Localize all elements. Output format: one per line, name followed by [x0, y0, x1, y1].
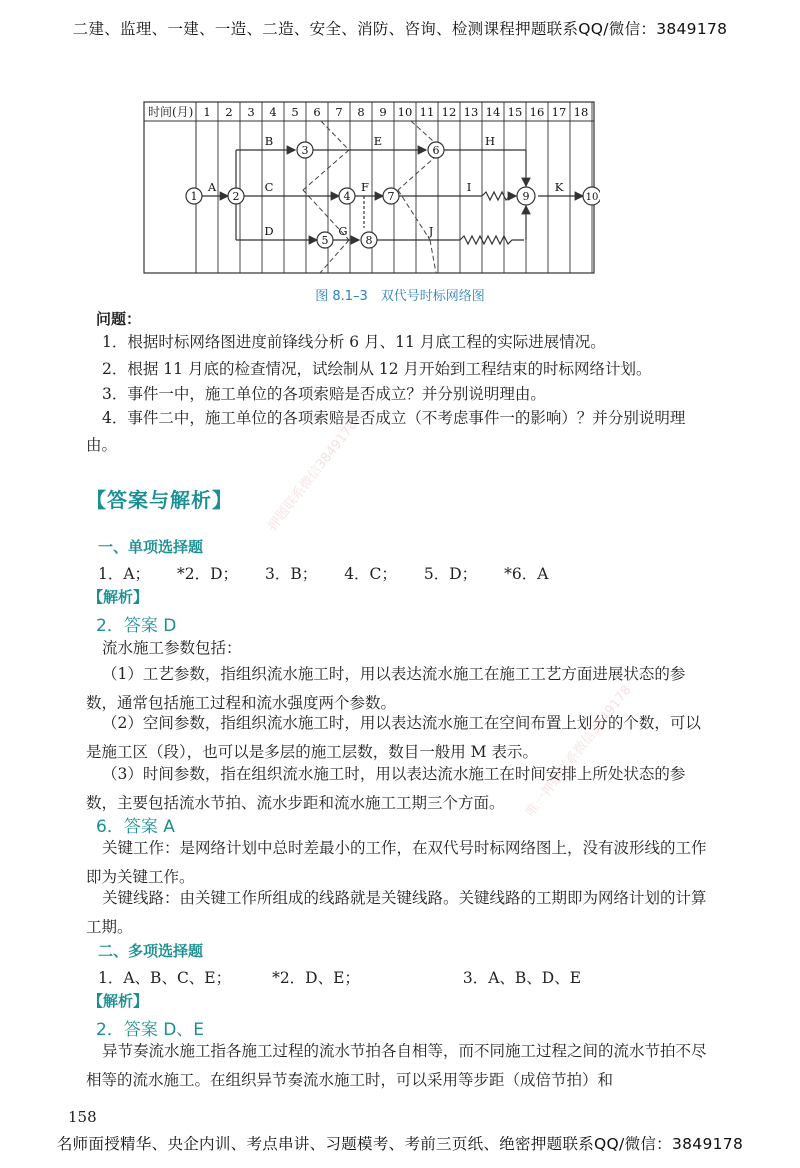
month-label: 11 — [419, 105, 435, 119]
month-label: 7 — [335, 105, 343, 119]
month-label: 17 — [551, 105, 567, 119]
node-8-label: 8 — [365, 234, 373, 247]
mc-2: *2．D、E； — [272, 969, 360, 987]
month-label: 6 — [313, 105, 321, 119]
node-1-label: 1 — [190, 190, 198, 203]
act-A: A — [207, 180, 217, 194]
act-D: D — [264, 224, 274, 238]
question-1: 1．根据时标网络图进度前锋线分析 6 月、11 月底工程的实际进展情况。 — [102, 333, 606, 351]
month-label: 14 — [485, 105, 501, 119]
sc-6: *6．A — [504, 565, 549, 583]
questions-title: 问题： — [96, 310, 142, 328]
sc-3: 3．B； — [264, 565, 318, 583]
month-label: 1 — [203, 105, 211, 119]
act-C: C — [264, 180, 274, 194]
answer-2-p3: （3）时间参数，指在组织流水施工时，用以表达流水施工在时间安排上所处状态的参数，主要包括流水节拍、流水步距和流水施工工期三个方面。 — [86, 765, 686, 812]
figure-caption: 图 8.1–3 双代号时标网络图 — [315, 289, 485, 304]
sc-2: *2．D； — [177, 565, 239, 583]
watermark-2: 唯一押题联系微信3849178 — [523, 682, 635, 820]
month-label: 15 — [507, 105, 523, 119]
month-label: 10 — [397, 105, 413, 119]
month-label: 4 — [269, 105, 277, 119]
act-H: H — [484, 134, 496, 148]
node-5-label: 5 — [321, 234, 329, 247]
top-banner: 二建、监理、一建、一造、二造、安全、消防、咨询、检测课程押题联系QQ/微信：3849178 — [72, 20, 728, 38]
multi-answer-2-p1: 异节奏流水施工指各施工过程的流水节拍各自相等，而不同施工过程之间的流水节拍不尽相等的流水施工。在组织异节奏流水施工时，可以采用等步距（成倍节拍）和 — [86, 1042, 707, 1089]
act-I: I — [466, 180, 472, 194]
answer-2-p2: （2）空间参数，指组织流水施工时，用以表达流水施工在空间布置上划分的个数，可以是施工区（段），也可以是多层的施工层数，数目一般用 M 表示。 — [86, 714, 701, 761]
section-single-choice: 一、单项选择题 — [98, 538, 204, 556]
answer-6-title: 6．答案 A — [96, 817, 175, 837]
question-3: 3．事件一中，施工单位的各项索赔是否成立？并分别说明理由。 — [102, 385, 546, 403]
bottom-banner: 名师面授精华、央企内训、考点串讲、习题模考、考前三页纸、绝密押题联系QQ/微信：3849178 — [56, 1135, 744, 1153]
act-K: K — [554, 180, 564, 194]
single-choice-answers — [98, 562, 698, 584]
answer-6-p2: 关键线路：由关键工作所组成的线路就是关键线路。关键线路的工期即为网络计划的计算工期。 — [86, 889, 707, 936]
act-J: J — [428, 224, 434, 238]
page-number: 158 — [68, 1108, 97, 1126]
network-diagram — [140, 98, 600, 276]
answer-6-p1: 关键工作：是网络计划中总时差最小的工作，在双代号时标网络图上，没有波形线的工作即为关键工作。 — [86, 839, 707, 886]
node-9-label: 9 — [522, 190, 530, 203]
answer-2-title: 2．答案 D — [96, 616, 177, 636]
node-7-label: 7 — [387, 190, 395, 203]
sc-4: 4．C； — [344, 565, 397, 583]
month-label: 3 — [247, 105, 255, 119]
month-label: 18 — [573, 105, 589, 119]
sc-1: 1．A； — [98, 565, 151, 583]
watermark: 押题联系微信3849178 — [265, 417, 361, 534]
month-label: 12 — [441, 105, 457, 119]
act-F: F — [361, 180, 369, 194]
question-2: 2．根据 11 月底的检查情况，试绘制从 12 月开始到工程结束的时标网络计划。 — [102, 360, 652, 378]
analysis-label-2: 【解析】 — [88, 992, 149, 1010]
node-2-label: 2 — [232, 190, 240, 203]
corner-label: 时间(月) — [148, 105, 194, 119]
node-10-label: 10 — [585, 192, 599, 203]
sc-5: 5．D； — [423, 565, 478, 583]
act-B: B — [264, 134, 274, 148]
node-3-label: 3 — [301, 144, 309, 157]
mc-1: 1．A、B、C、E； — [98, 969, 232, 987]
analysis-label-1: 【解析】 — [88, 588, 149, 606]
month-label: 2 — [225, 105, 233, 119]
node-4-label: 4 — [343, 190, 351, 203]
node-6-label: 6 — [432, 144, 440, 157]
multi-choice-answers — [98, 966, 718, 988]
multi-answer-2-title: 2．答案 D、E — [96, 1020, 205, 1040]
question-4: 4．事件二中，施工单位的各项索赔是否成立（不考虑事件一的影响）？并分别说明理由。 — [86, 409, 686, 454]
month-label: 5 — [291, 105, 299, 119]
answers-heading: 【答案与解析】 — [86, 488, 233, 512]
act-E: E — [373, 134, 383, 148]
month-label: 9 — [379, 105, 387, 119]
mc-3: 3．A、B、D、E — [462, 969, 582, 987]
answer-2-intro: 流水施工参数包括： — [102, 639, 242, 657]
month-label: 16 — [529, 105, 545, 119]
month-label: 8 — [357, 105, 365, 119]
section-multi-choice: 二、多项选择题 — [98, 942, 204, 960]
month-label: 13 — [463, 105, 479, 119]
act-G: G — [338, 224, 348, 238]
answer-2-p1: （1）工艺参数，指组织流水施工时，用以表达流水施工在施工工艺方面进展状态的参数，通常包括施工过程和流水强度两个参数。 — [86, 665, 686, 712]
